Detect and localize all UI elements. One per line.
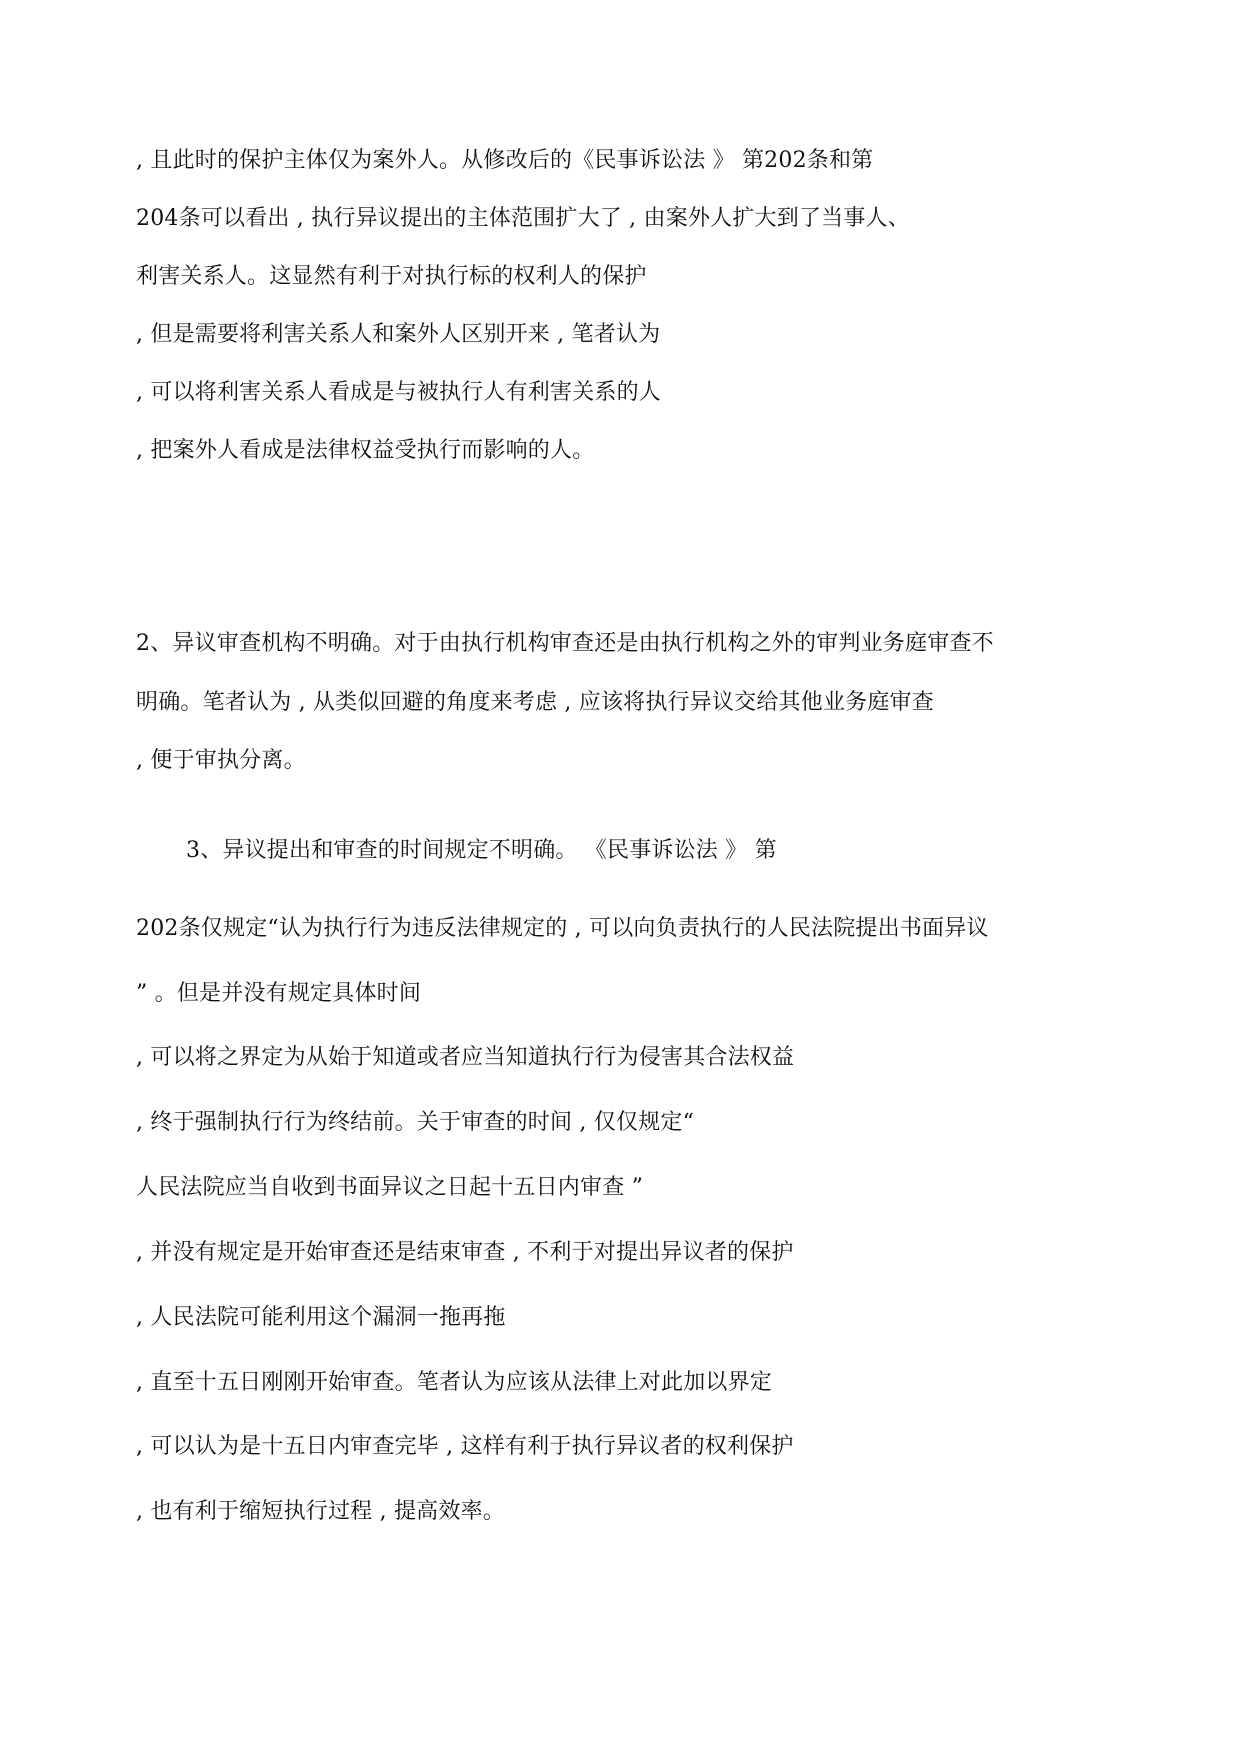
text-line-16: , 并没有规定是开始审查还是结束审查 , 不利于对提出异议者的保护 — [136, 1240, 794, 1265]
text-line-15: 人民法院应当自收到书面异议之日起十五日内审查 ” — [136, 1175, 644, 1200]
text-line-19: , 可以认为是十五日内审查完毕 , 这样有利于执行异议者的权利保护 — [136, 1434, 794, 1459]
text-line-8: 明确。笔者认为 , 从类似回避的角度来考虑 , 应该将执行异议交给其他业务庭审查 — [136, 690, 934, 715]
text-line-1: , 且此时的保护主体仅为案外人。从修改后的《民事诉讼法 》 第202条和第 — [136, 148, 874, 173]
text-line-3: 利害关系人。这显然有利于对执行标的权利人的保护 — [136, 264, 647, 289]
text-line-17: , 人民法院可能利用这个漏洞一拖再拖 — [136, 1305, 506, 1330]
text-line-11: 202条仅规定“认为执行行为违反法律规定的 , 可以向负责执行的人民法院提出书面异议 — [136, 916, 989, 941]
text-line-2: 204条可以看出 , 执行异议提出的主体范围扩大了 , 由案外人扩大到了当事人、 — [136, 206, 910, 231]
text-line-14: , 终于强制执行行为终结前。关于审查的时间 , 仅仅规定“ — [136, 1110, 695, 1135]
text-line-4: , 但是需要将利害关系人和案外人区别开来 , 笔者认为 — [136, 322, 661, 347]
text-line-18: , 直至十五日刚刚开始审查。笔者认为应该从法律上对此加以界定 — [136, 1370, 772, 1395]
text-line-20: , 也有利于缩短执行过程 , 提高效率。 — [136, 1499, 505, 1524]
text-line-9: , 便于审执分离。 — [136, 748, 306, 773]
text-line-13: , 可以将之界定为从始于知道或者应当知道执行行为侵害其合法权益 — [136, 1045, 795, 1070]
text-line-10: 3、异议提出和审查的时间规定不明确。 《民事诉讼法 》 第 — [186, 838, 777, 863]
text-line-5: , 可以将利害关系人看成是与被执行人有利害关系的人 — [136, 380, 661, 405]
text-line-12: ” 。但是并没有规定具体时间 — [136, 981, 422, 1006]
text-line-6: , 把案外人看成是法律权益受执行而影响的人。 — [136, 438, 595, 463]
text-line-7: 2、异议审查机构不明确。对于由执行机构审查还是由执行机构之外的审判业务庭审查不 — [136, 631, 994, 656]
